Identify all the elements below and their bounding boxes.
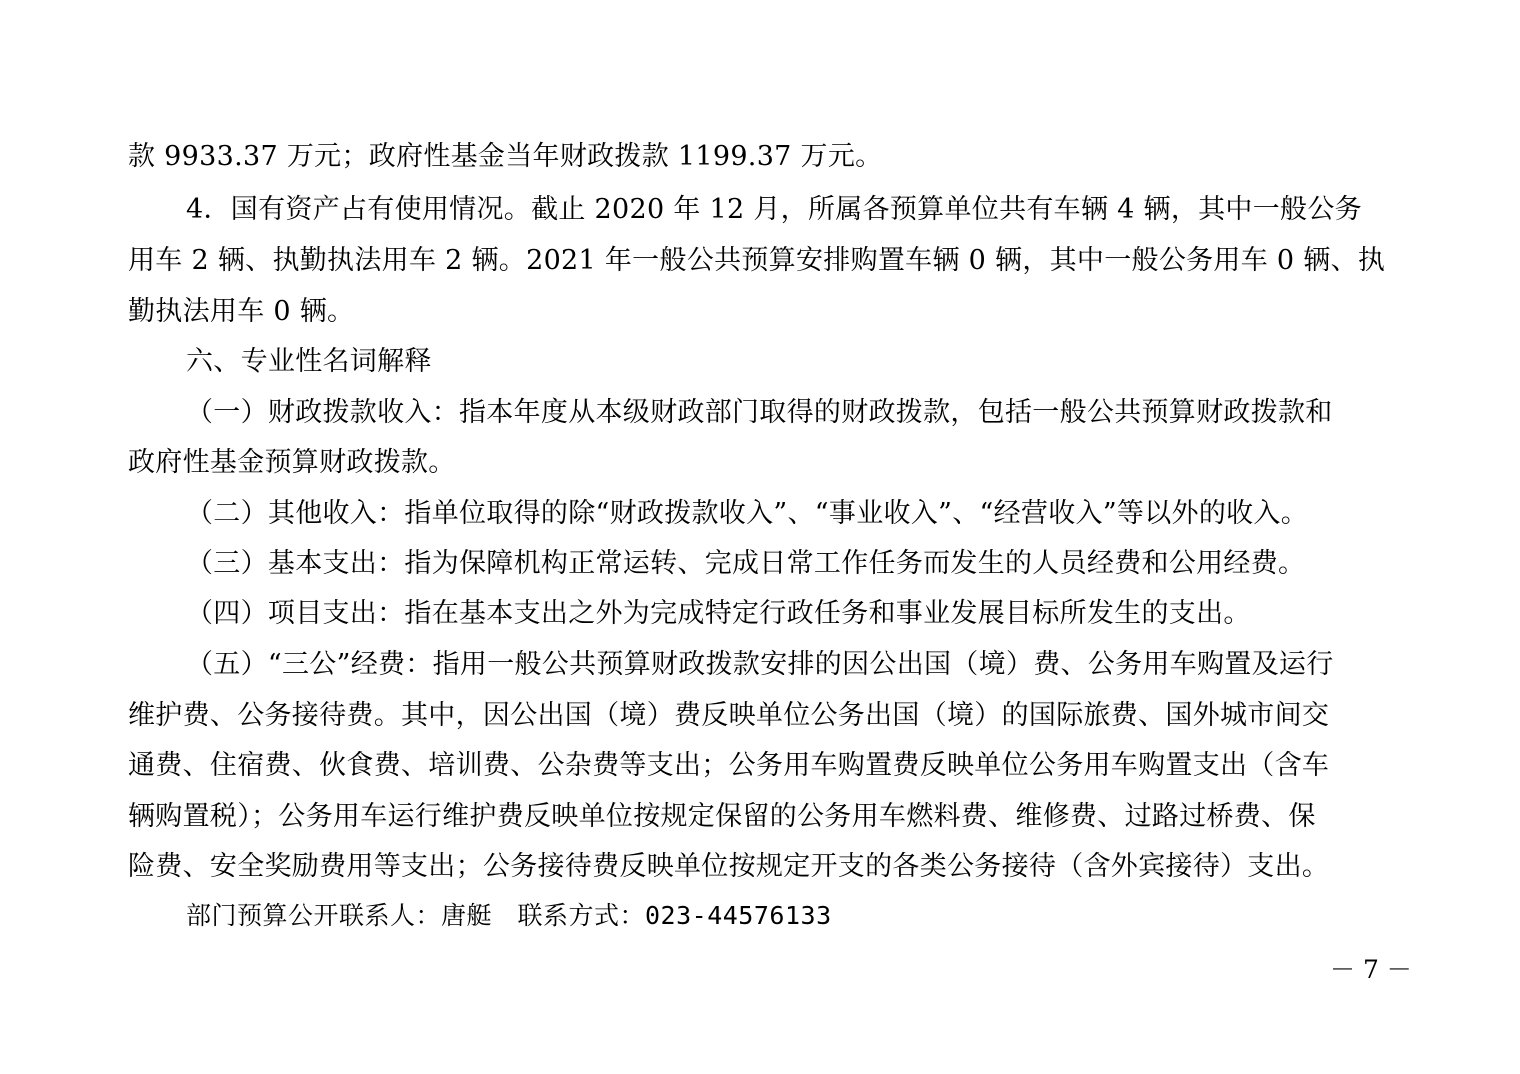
paragraph-line-12: 维护费、公务接待费。其中，因公出国（境）费反映单位公务出国（境）的国际旅费、国外城市间交 [128, 700, 1330, 731]
paragraph-line-9: （三）基本支出：指为保障机构正常运转、完成日常工作任务而发生的人员经费和公用经费。 [186, 548, 1306, 579]
paragraph-line-10: （四）项目支出：指在基本支出之外为完成特定行政任务和事业发展目标所发生的支出。 [186, 598, 1251, 629]
paragraph-line-1: 款 9933.37 万元；政府性基金当年财政拨款 1199.37 万元。 [128, 141, 883, 172]
page-number: － 7 － [1330, 955, 1412, 984]
paragraph-line-3: 用车 2 辆、执勤执法用车 2 辆。2021 年一般公共预算安排购置车辆 0 辆，其中一般公务用车 0 辆、执 [128, 245, 1386, 276]
section-heading: 六、专业性名词解释 [186, 346, 432, 377]
paragraph-line-15: 险费、安全奖励费用等支出；公务接待费反映单位按规定开支的各类公务接待（含外宾接待）支出。 [128, 851, 1330, 882]
contact-info: 部门预算公开联系人：唐艇 联系方式：023-44576133 [186, 901, 832, 930]
paragraph-line-6: （一）财政拨款收入：指本年度从本级财政部门取得的财政拨款，包括一般公共预算财政拨款和 [186, 397, 1333, 428]
paragraph-line-11: （五）“三公”经费：指用一般公共预算财政拨款安排的因公出国（境）费、公务用车购置及运行 [186, 649, 1334, 680]
paragraph-line-2: 4．国有资产占有使用情况。截止 2020 年 12 月，所属各预算单位共有车辆 4 辆，其中一般公务 [186, 194, 1362, 225]
paragraph-line-8: （二）其他收入：指单位取得的除“财政拨款收入”、“事业收入”、“经营收入”等以外的收入。 [186, 498, 1309, 529]
paragraph-line-4: 勤执法用车 0 辆。 [128, 296, 355, 327]
paragraph-line-7: 政府性基金预算财政拨款。 [128, 447, 456, 478]
paragraph-line-13: 通费、住宿费、伙食费、培训费、公杂费等支出；公务用车购置费反映单位公务用车购置支出（含车 [128, 750, 1330, 781]
paragraph-line-14: 辆购置税）；公务用车运行维护费反映单位按规定保留的公务用车燃料费、维修费、过路过桥费、保 [128, 801, 1316, 832]
